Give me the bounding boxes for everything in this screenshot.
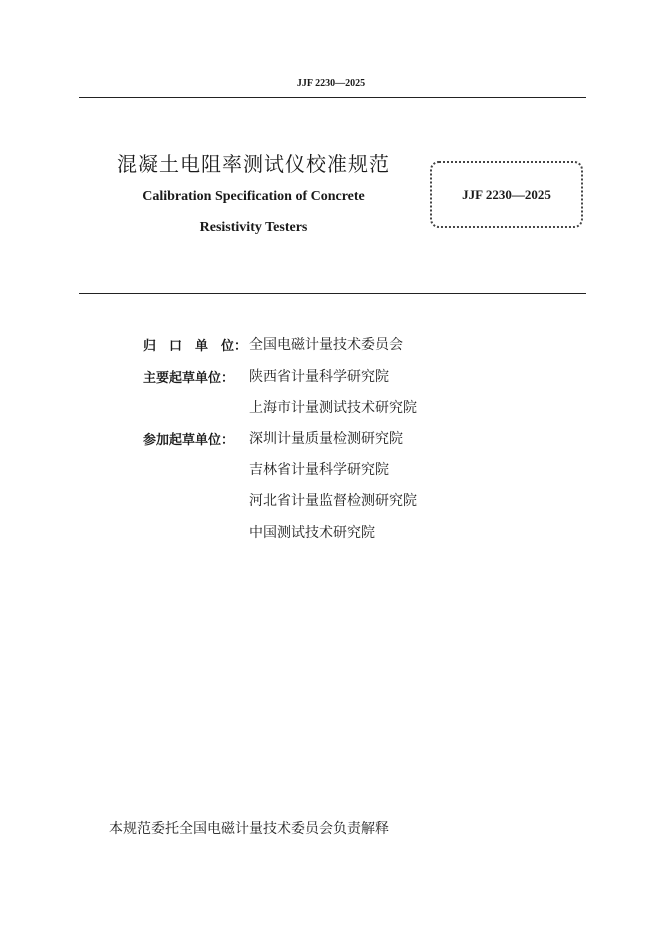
interpretation-note: 本规范委托全国电磁计量技术委员会负责解释 (109, 821, 389, 837)
responsible-unit: 全国电磁计量技术委员会 (249, 337, 403, 353)
responsible-unit-label: 归 口 单 位： (143, 339, 248, 354)
standard-code-box (430, 161, 583, 228)
standard-code: JJF 2230—2025 (462, 187, 551, 202)
title-english-line1: Calibration Specification of Concrete (142, 189, 365, 204)
title-english-line2: Resistivity Testers (199, 220, 308, 235)
main-drafting-unit: 陕西省计量科学研究院 (249, 369, 389, 385)
header-standard-code: JJF 2230—2025 (296, 78, 366, 89)
participating-unit: 河北省计量监督检测研究院 (249, 493, 417, 509)
participating-unit: 深圳计量质量检测研究院 (249, 431, 403, 447)
participating-unit: 中国测试技术研究院 (249, 525, 375, 541)
main-drafting-unit: 上海市计量测试技术研究院 (249, 400, 417, 416)
section-divider (79, 293, 586, 294)
main-drafting-label: 主要起草单位： (143, 371, 235, 386)
title-chinese: 混凝土电阻率测试仪校准规范 (117, 152, 390, 176)
participating-label: 参加起草单位： (143, 433, 235, 448)
header-divider (79, 97, 586, 98)
participating-unit: 吉林省计量科学研究院 (249, 462, 389, 478)
